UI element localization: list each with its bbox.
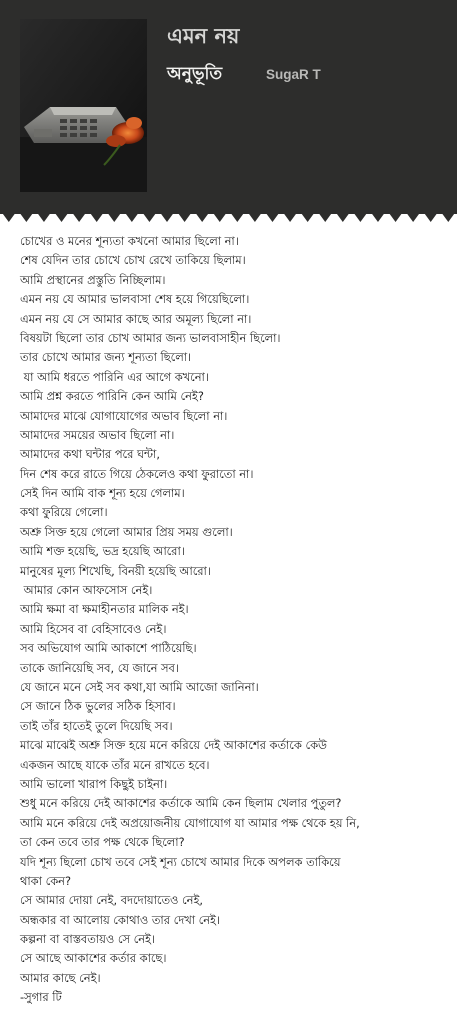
poem-line: মাঝে মাঝেই অশ্রু সিক্ত হয়ে মনে করিয়ে দেই আকাশের কর্তাকে কেউ bbox=[20, 738, 327, 753]
poem-line: যদি শূন্য ছিলো চোখ তবে সেই শূন্য চোখে আমার দিকে অপলক তাকিয়ে bbox=[20, 854, 341, 869]
poem-line: আমি মনে করিয়ে দেই অপ্রয়োজনীয় যোগাযোগ যা আমার পক্ষ থেকে হয় নি, bbox=[20, 815, 360, 830]
post-header bbox=[0, 0, 457, 214]
poem-line: চোখের ও মনের শূন্যতা কখনো আমার ছিলো না। bbox=[20, 234, 239, 248]
poem-line: তা কেন তবে তার পক্ষ থেকে ছিলো? bbox=[20, 835, 185, 850]
poem-line: আমার কোন আফসোস নেই। bbox=[20, 583, 153, 598]
telephone-flower-photo bbox=[20, 19, 147, 192]
post-title: এমন নয় bbox=[167, 24, 240, 48]
category-label[interactable]: অনুভূতি bbox=[167, 64, 223, 84]
poem-line: অশ্রু সিক্ত হয়ে গেলো আমার প্রিয় সময় গুলো। bbox=[20, 524, 233, 539]
poem-line: -সুগার টি bbox=[20, 990, 62, 1005]
zigzag-divider bbox=[0, 210, 457, 224]
poem-line: যা আমি ধরতে পারিনি এর আগে কখনো। bbox=[20, 369, 209, 384]
poem-line: আমি শক্ত হয়েছি, ভদ্র হয়েছি আরো। bbox=[20, 544, 185, 559]
poem-line: আমি প্রস্থানের প্রস্তুতি নিচ্ছিলাম। bbox=[20, 272, 166, 287]
poem-line: তাকে জানিয়েছি সব, যে জানে সব। bbox=[20, 660, 179, 675]
poem-line: আমি ভালো খারাপ কিছুই চাইনা। bbox=[20, 776, 168, 791]
author-name[interactable]: SugaR T bbox=[266, 67, 321, 82]
poem-line: আমাদের সময়ের অভাব ছিলো না। bbox=[20, 427, 175, 442]
poem-line: তার চোখে আমার জন্য শূন্যতা ছিলো। bbox=[20, 350, 192, 365]
poem-body bbox=[20, 232, 445, 1008]
poem-line: দিন শেষ করে রাতে গিয়ে ঠেকলেও কথা ফুরাতো না। bbox=[20, 466, 254, 481]
poem-line: আমি প্রশ্ন করতে পারিনি কেন আমি নেই? bbox=[20, 389, 204, 404]
poem-line: কথা ফুরিয়ে গেলো। bbox=[20, 505, 108, 520]
poem-line: এমন নয় যে আমার ভালবাসা শেষ হয়ে গিয়েছিলো। bbox=[20, 292, 250, 307]
poem-line: সে জানে ঠিক ভুলের সঠিক হিসাব। bbox=[20, 699, 176, 714]
poem-line: শুধু মনে করিয়ে দেই আকাশের কর্তাকে আমি কেন ছিলাম খেলার পুতুল? bbox=[20, 796, 342, 811]
poem-line: আমি ক্ষমা বা ক্ষমাহীনতার মালিক নই। bbox=[20, 602, 189, 617]
poem-line: সে আছে আকাশের কর্তার কাছে। bbox=[20, 951, 167, 966]
poem-line: বিষয়টা ছিলো তার চোখ আমার জন্য ভালবাসাহীন ছিলো। bbox=[20, 330, 281, 345]
poem-line: সে আমার দোয়া নেই, বদদোয়াতেও নেই, bbox=[20, 893, 203, 908]
poem-line: এমন নয় যে সে আমার কাছে আর অমূল্য ছিলো না। bbox=[20, 311, 252, 326]
poem-line: সব অভিযোগ আমি আকাশে পাঠিয়েছি। bbox=[20, 641, 197, 656]
poem-line: আমার কাছে নেই। bbox=[20, 970, 101, 985]
poem-line: আমাদের মাঝে যোগাযোগের অভাব ছিলো না। bbox=[20, 408, 228, 423]
cover-image[interactable] bbox=[20, 19, 147, 192]
poem-line: মানুষের মূল্য শিখেছি, বিনয়ী হয়েছি আরো। bbox=[20, 563, 211, 578]
poem-line: সেই দিন আমি বাক শূন্য হয়ে গেলাম। bbox=[20, 486, 185, 501]
poem-line: কল্পনা বা বাস্তবতায়ও সে নেই। bbox=[20, 932, 156, 947]
poem-line: তাই তাঁর হাতেই তুলে দিয়েছি সব। bbox=[20, 718, 173, 733]
poem-line: যে জানে মনে সেই সব কথা,যা আমি আজো জানিনা। bbox=[20, 679, 259, 694]
poem-line: শেষ যেদিন তার চোখে চোখ রেখে তাকিয়ে ছিলাম। bbox=[20, 253, 246, 268]
poem-line: থাকা কেন? bbox=[20, 873, 72, 888]
poem-line: আমি হিসেব বা বেহিসাবেও নেই। bbox=[20, 621, 167, 636]
poem-line: আমাদের কথা ঘন্টার পরে ঘন্টা, bbox=[20, 447, 160, 462]
poem-line: অন্ধকার বা আলোয় কোথাও তার দেখা নেই। bbox=[20, 912, 221, 927]
poem-line: একজন আছে যাকে তাঁর মনে রাখতে হবে। bbox=[20, 757, 210, 772]
